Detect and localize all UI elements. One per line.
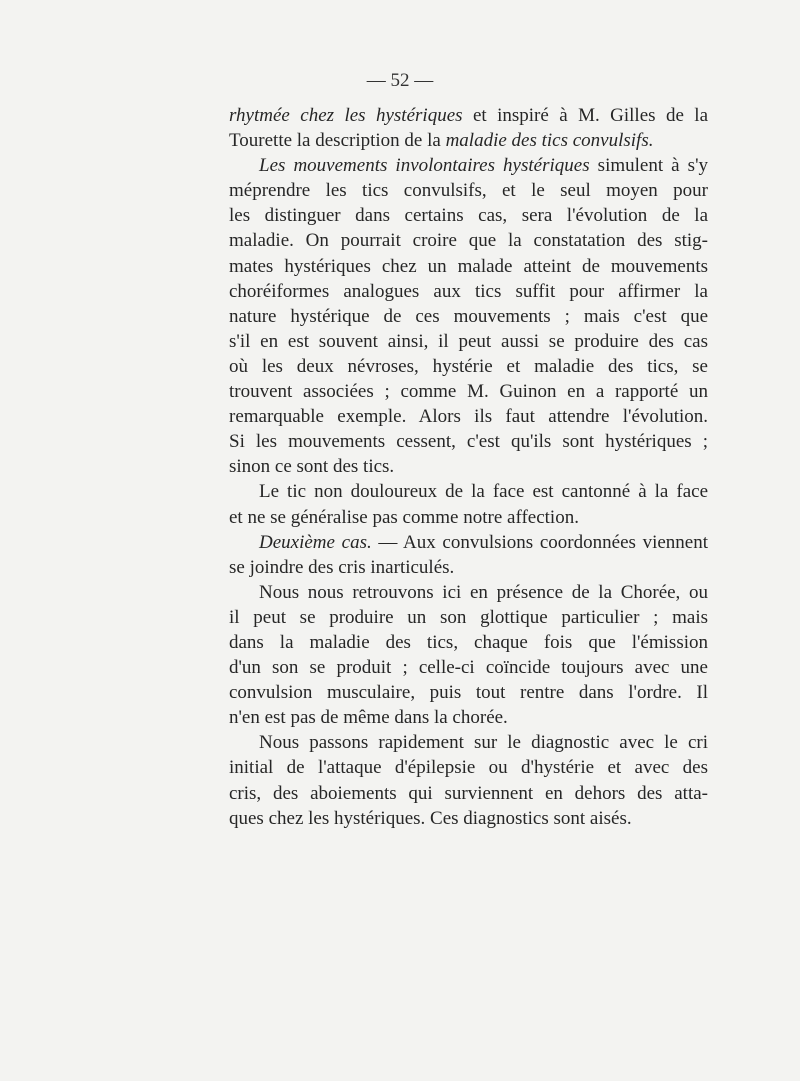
- text-run: s'il en est souvent ainsi, il peut aussi se produire des cas: [229, 330, 708, 352]
- text-run: Tourette la description de la: [229, 130, 446, 152]
- body-text: [229, 103, 708, 831]
- text-line: [229, 254, 708, 279]
- text-line: [229, 755, 708, 780]
- text-run: il peut se produire un son glottique particulier ; mais: [229, 606, 708, 628]
- text-line: [229, 781, 708, 806]
- text-line: [229, 203, 708, 228]
- text-run: Si les mouvements cessent, c'est qu'ils sont hystériques ;: [229, 431, 708, 453]
- text-line: [229, 304, 708, 329]
- text-line: [229, 228, 708, 253]
- text-run: les distinguer dans certains cas, sera l'évolution de la: [229, 205, 708, 227]
- italic-text: Deuxième cas.: [259, 531, 372, 553]
- text-run: se joindre des cris inarticulés.: [229, 556, 455, 578]
- text-run: mates hystériques chez un malade atteint de mouvements: [229, 255, 708, 277]
- text-line: [229, 103, 708, 128]
- text-line: [229, 128, 708, 153]
- italic-text: maladie des tics convulsifs.: [445, 130, 654, 152]
- text-run: trouvent associées ; comme M. Guinon en a rapporté un: [229, 381, 708, 403]
- text-line: [229, 379, 708, 404]
- text-run: — Aux convulsions coordonnées viennent: [371, 531, 708, 553]
- text-line: [229, 479, 708, 504]
- text-run: et ne se généralise pas comme notre affection.: [229, 506, 579, 528]
- text-run: cris, des aboiements qui surviennent en dehors des atta-: [229, 782, 708, 804]
- text-line: [229, 730, 708, 755]
- text-run: Le tic non douloureux de la face est cantonné à la face: [259, 481, 708, 503]
- text-run: ques chez les hystériques. Ces diagnostics sont aisés.: [229, 807, 632, 829]
- text-line: [229, 354, 708, 379]
- text-line: [229, 279, 708, 304]
- text-line: [229, 605, 708, 630]
- text-run: nature hystérique de ces mouvements ; mais c'est que: [229, 305, 708, 327]
- text-run: méprendre les tics convulsifs, et le seul moyen pour: [229, 180, 708, 202]
- text-line: [229, 705, 708, 730]
- text-line: [229, 404, 708, 429]
- text-line: [229, 530, 708, 555]
- text-run: sinon ce sont des tics.: [229, 456, 395, 478]
- text-run: n'en est pas de même dans la chorée.: [229, 707, 508, 729]
- text-line: [229, 580, 708, 605]
- text-line: [229, 806, 708, 831]
- text-line: [229, 153, 708, 178]
- text-run: et inspiré à M. Gilles de la: [462, 105, 708, 126]
- text-run: initial de l'attaque d'épilepsie ou d'hystérie et avec des: [229, 757, 708, 779]
- text-run: choréiformes analogues aux tics suffit pour affirmer la: [229, 280, 708, 302]
- text-line: [229, 680, 708, 705]
- text-run: d'un son se produit ; celle-ci coïncide toujours avec une: [229, 657, 708, 679]
- text-run: remarquable exemple. Alors ils faut attendre l'évolution.: [229, 406, 708, 428]
- italic-text: Les mouvements involontaires hystériques: [259, 155, 590, 177]
- text-line: [229, 505, 708, 530]
- text-run: dans la maladie des tics, chaque fois que l'émission: [229, 631, 708, 653]
- text-line: [229, 178, 708, 203]
- text-run: simulent à s'y: [589, 155, 708, 177]
- text-run: maladie. On pourrait croire que la constatation des stig-: [229, 230, 708, 252]
- text-line: [229, 329, 708, 354]
- text-line: [229, 655, 708, 680]
- page-number: — 52 —: [366, 70, 434, 91]
- text-run: convulsion musculaire, puis tout rentre dans l'ordre. Il: [229, 682, 708, 704]
- italic-text: rhytmée chez les hystériques: [229, 105, 463, 126]
- text-line: [229, 630, 708, 655]
- text-line: [229, 454, 708, 479]
- text-line: [229, 555, 708, 580]
- text-run: où les deux névroses, hystérie et maladie des tics, se: [229, 355, 708, 377]
- text-run: Nous passons rapidement sur le diagnostic avec le cri: [259, 732, 708, 754]
- text-line: [229, 429, 708, 454]
- text-run: Nous nous retrouvons ici en présence de la Chorée, ou: [259, 581, 708, 603]
